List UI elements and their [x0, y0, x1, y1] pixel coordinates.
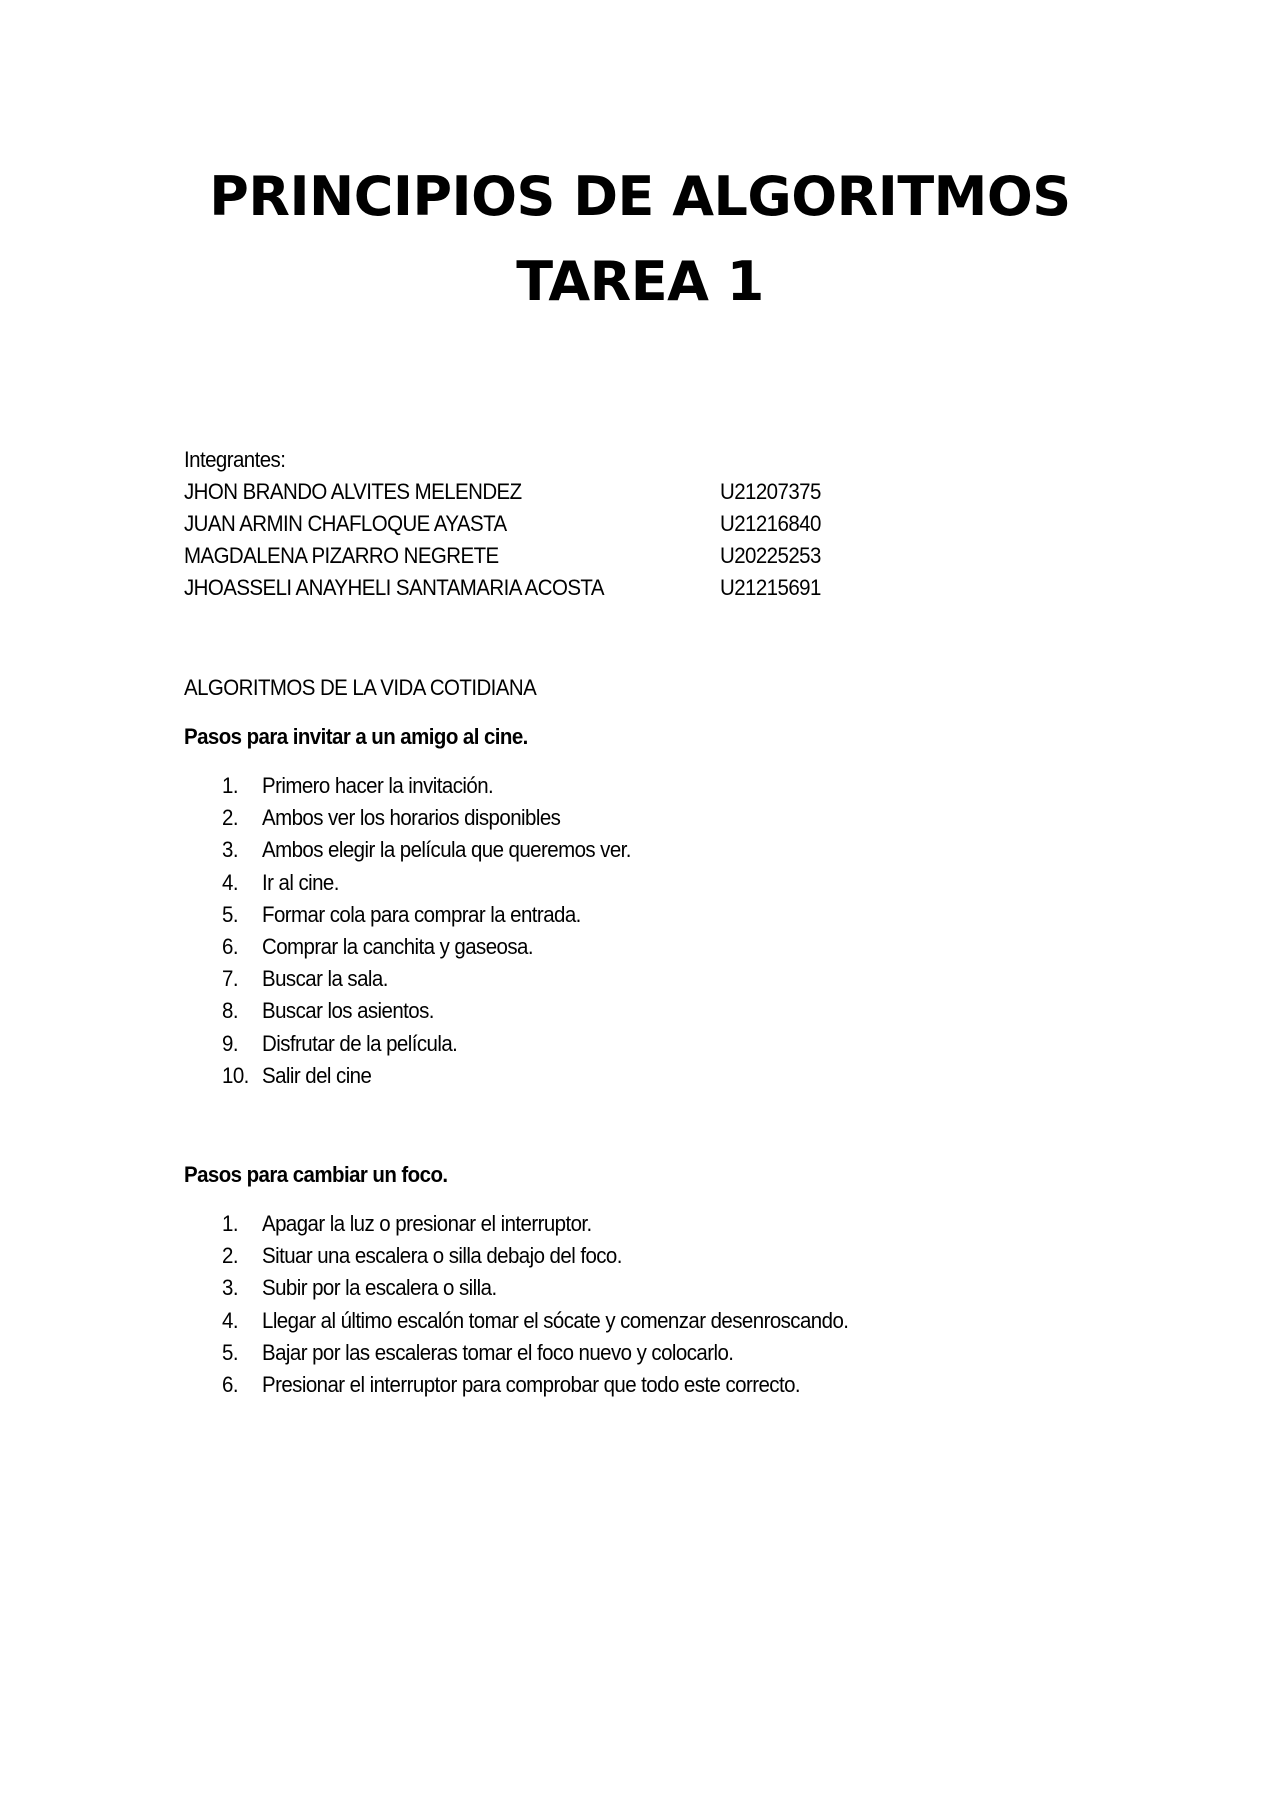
step-text: Buscar los asientos.	[262, 998, 434, 1024]
foco-heading: Pasos para cambiar un foco.	[184, 1162, 448, 1187]
step-number: 2.	[222, 805, 238, 831]
step-text: Llegar al último escalón tomar el sócate y comenzar desenroscando.	[262, 1307, 849, 1333]
step-number: 9.	[222, 1030, 238, 1056]
document-title: PRINCIPIOS DE ALGORITMOS	[209, 165, 1071, 228]
section-title: ALGORITMOS DE LA VIDA COTIDIANA	[184, 675, 537, 700]
member-name: JHOASSELI ANAYHELI SANTAMARIA ACOSTA	[184, 575, 604, 600]
member-code: U21207375	[720, 479, 821, 504]
step-text: Buscar la sala.	[262, 966, 388, 992]
step-text: Situar una escalera o silla debajo del foco.	[262, 1243, 622, 1269]
member-row	[184, 540, 884, 572]
member-row	[184, 508, 884, 540]
step-text: Formar cola para comprar la entrada.	[262, 901, 581, 927]
step-text: Disfrutar de la película.	[262, 1030, 458, 1056]
member-name: MAGDALENA PIZARRO NEGRETE	[184, 543, 499, 568]
step-number: 3.	[222, 1275, 238, 1301]
members-label-row	[184, 444, 884, 476]
step-number: 8.	[222, 998, 238, 1024]
step-number: 1.	[222, 773, 238, 798]
member-code: U21216840	[720, 511, 821, 536]
step-text: Primero hacer la invitación.	[262, 773, 494, 798]
member-name: JUAN ARMIN CHAFLOQUE AYASTA	[184, 511, 507, 536]
member-code: U20225253	[720, 543, 821, 568]
document-subtitle: TAREA 1	[516, 250, 764, 313]
step-number: 4.	[222, 1307, 238, 1333]
step-number: 10.	[222, 1062, 249, 1088]
member-name: JHON BRANDO ALVITES MELENDEZ	[184, 479, 522, 504]
step-number: 1.	[222, 1211, 238, 1236]
step-text: Bajar por las escaleras tomar el foco nuevo y colocarlo.	[262, 1339, 734, 1365]
step-number: 7.	[222, 966, 238, 992]
step-text: Ambos ver los horarios disponibles	[262, 805, 561, 831]
step-number: 6.	[222, 933, 238, 959]
step-number: 2.	[222, 1243, 238, 1269]
step-text: Subir por la escalera o silla.	[262, 1275, 497, 1301]
members-block	[184, 444, 884, 604]
step-number: 3.	[222, 837, 238, 863]
member-row	[184, 572, 884, 604]
members-label: Integrantes:	[184, 447, 286, 472]
step-text: Salir del cine	[262, 1062, 372, 1088]
step-text: Apagar la luz o presionar el interruptor.	[262, 1211, 592, 1236]
step-text: Ambos elegir la película que queremos ver.	[262, 837, 631, 863]
step-number: 5.	[222, 901, 238, 927]
member-code: U21215691	[720, 575, 821, 600]
step-text: Ir al cine.	[262, 869, 339, 895]
step-number: 6.	[222, 1371, 238, 1397]
member-row	[184, 476, 884, 508]
step-text: Comprar la canchita y gaseosa.	[262, 933, 533, 959]
cine-heading: Pasos para invitar a un amigo al cine.	[184, 724, 528, 749]
step-text: Presionar el interruptor para comprobar que todo este correcto.	[262, 1371, 801, 1397]
step-number: 4.	[222, 869, 238, 895]
step-number: 5.	[222, 1339, 238, 1365]
